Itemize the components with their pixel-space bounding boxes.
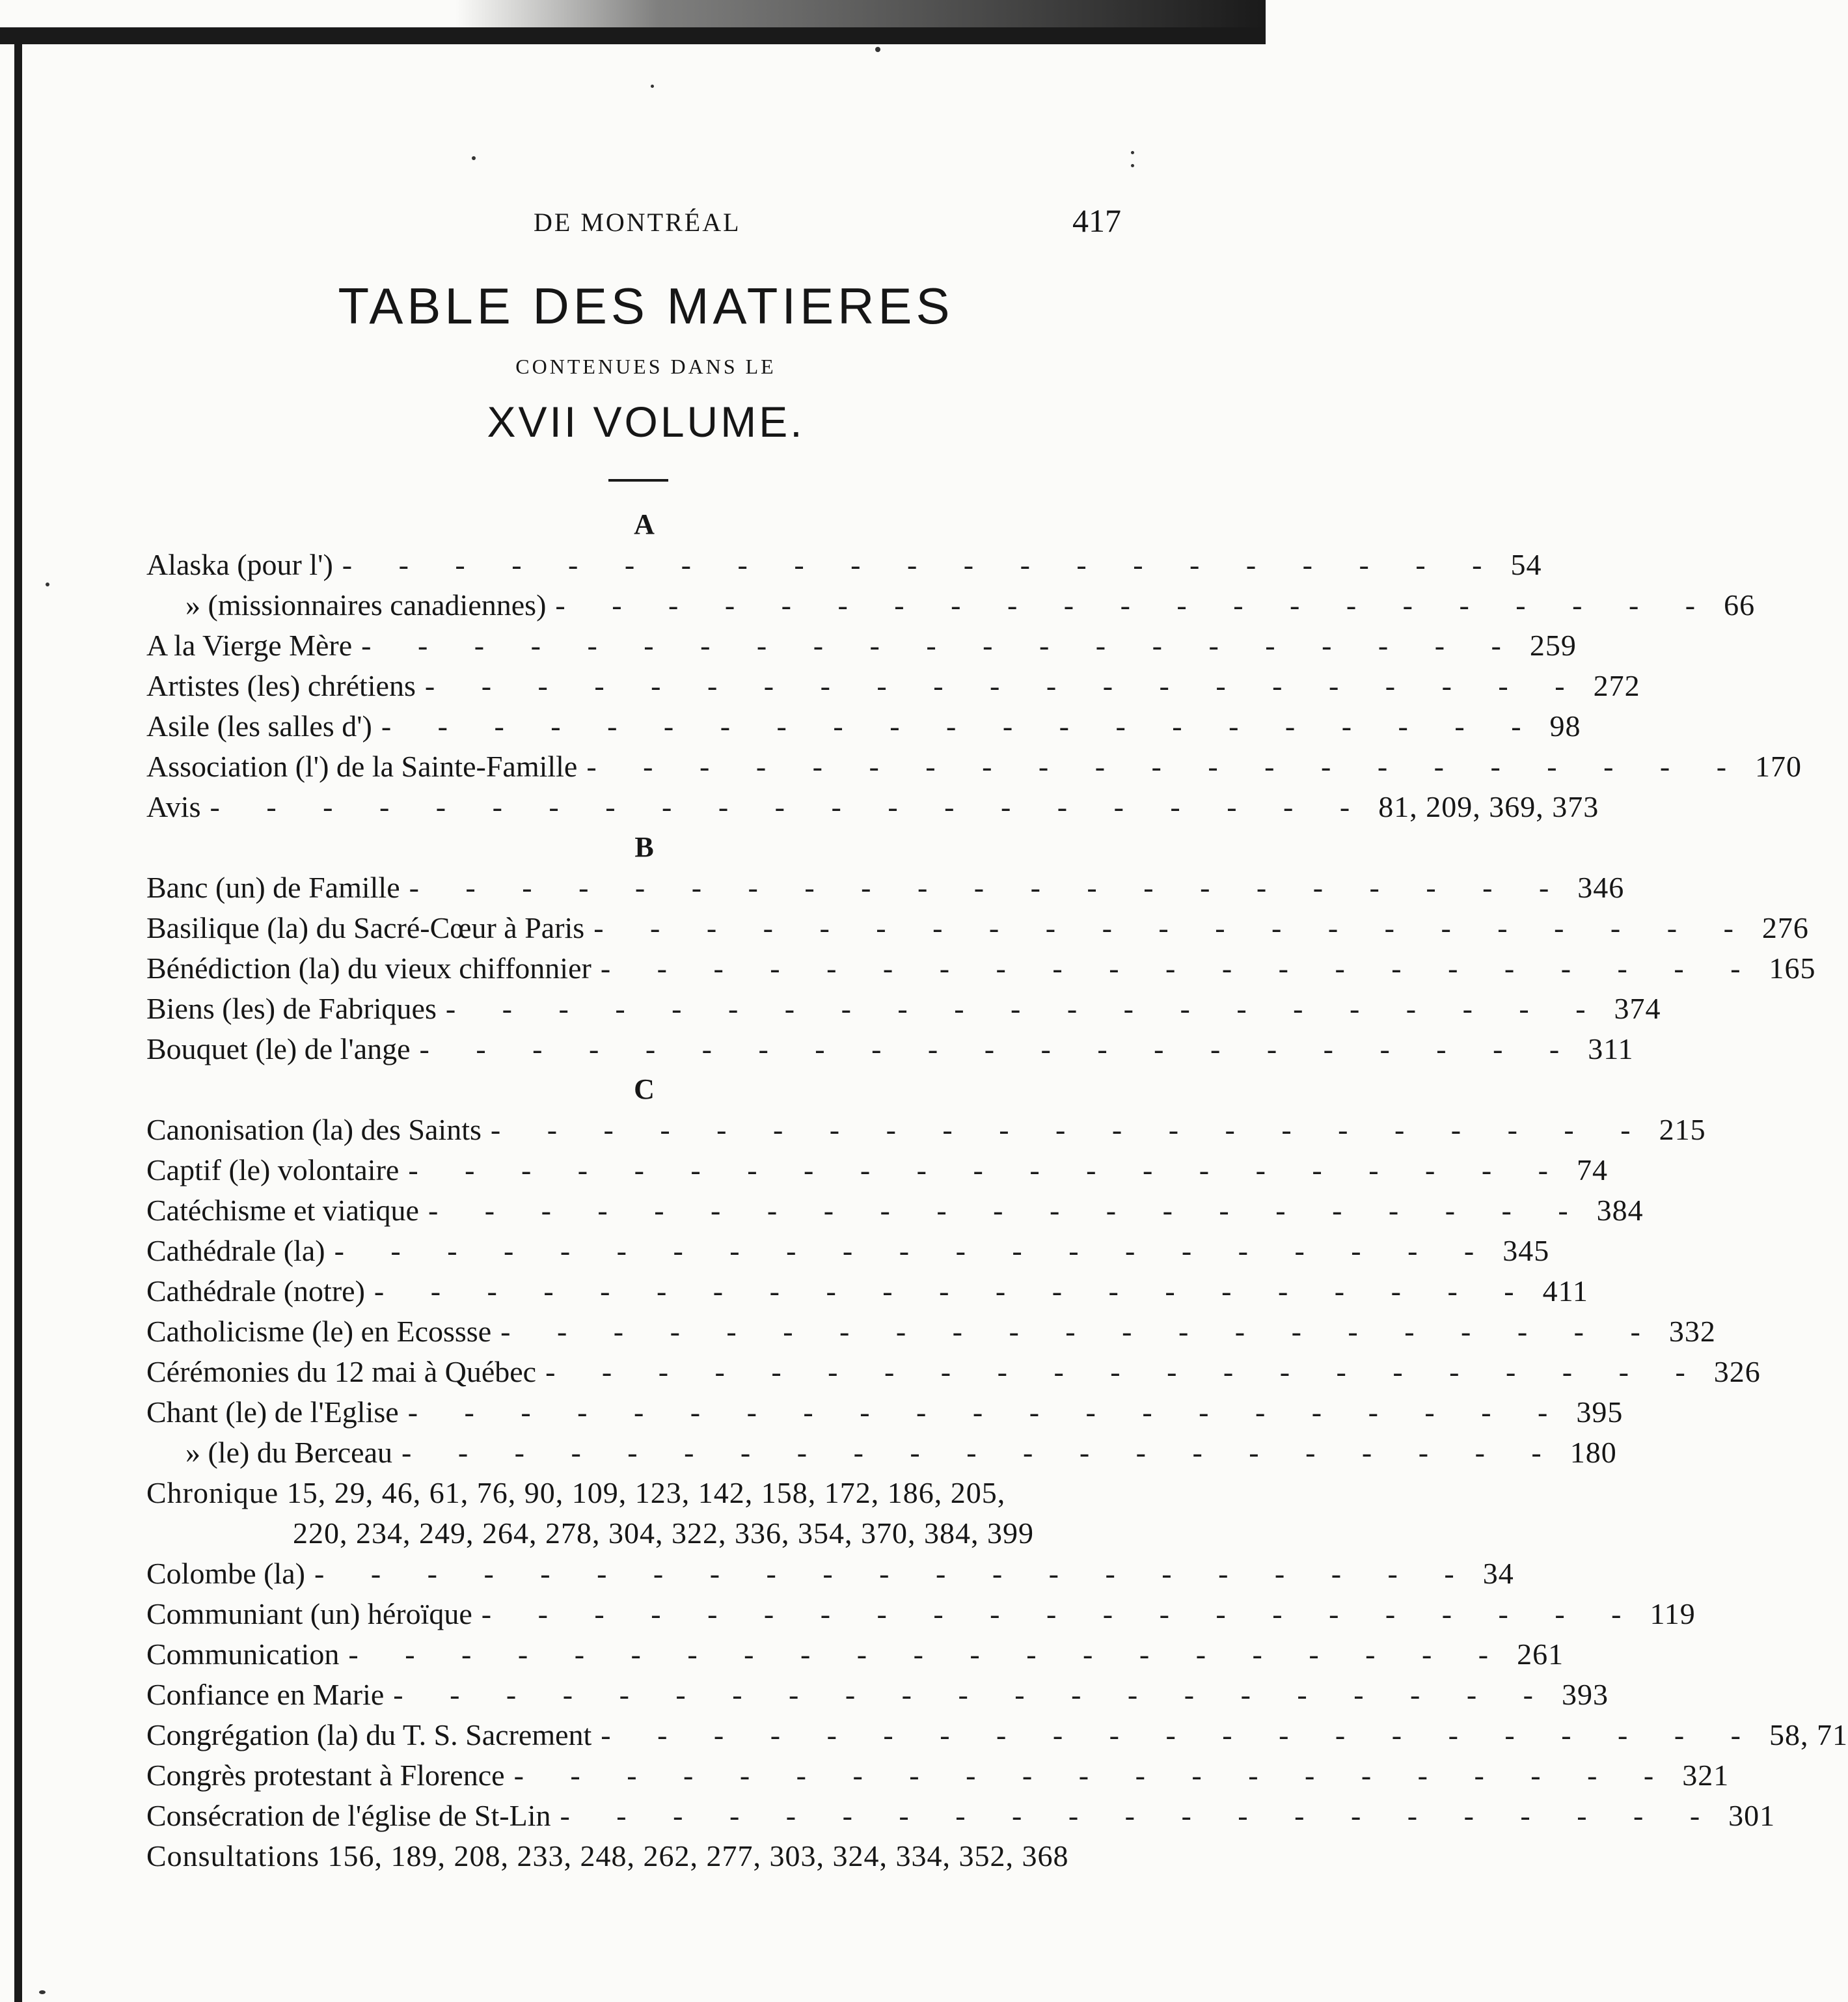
toc-entry	[146, 1150, 1608, 1190]
entry-title: Banc (un) de Famille	[146, 871, 400, 904]
entry-title: Avis	[146, 790, 201, 823]
dot-leader: - - - - - - - - - - - - - - - - - - - - -	[409, 871, 1569, 904]
entry-pages: 384	[1596, 1194, 1644, 1227]
dot-leader: - - - - - - - - - - - - - - - - - - - - -	[481, 1597, 1641, 1630]
toc-entry	[146, 747, 1802, 787]
toc-entry	[146, 1755, 1730, 1796]
toc-entry	[146, 1392, 1624, 1433]
entry-pages: 215	[1659, 1113, 1706, 1146]
dot-leader: - - - - - - - - - - - - - - - - - - - - -	[560, 1799, 1720, 1832]
entry-title: Consécration de l'église de St-Lin	[146, 1799, 551, 1832]
dot-leader: - - - - - - - - - - - - - - - - - - - - -	[210, 790, 1370, 823]
entry-title: » (missionnaires canadiennes)	[185, 588, 547, 622]
entry-pages: 119	[1650, 1597, 1696, 1630]
entry-title: Basilique (la) du Sacré-Cœur à Paris	[146, 911, 585, 944]
section-letter-a: A	[634, 508, 655, 540]
toc-entry	[146, 1029, 1634, 1069]
entry-pages: 165	[1769, 952, 1816, 985]
dot-leader: - - - - - - - - - - - - - - - - - - - - -	[586, 750, 1746, 783]
entry-title: Alaska (pour l')	[146, 548, 333, 581]
page-title: TABLE DES MATIERES	[338, 277, 954, 335]
dot-leader: - - - - - - - - - - - - - - - - - - - - -	[334, 1234, 1494, 1267]
entry-pages: 74	[1577, 1153, 1608, 1186]
entry-pages: 311	[1588, 1032, 1634, 1065]
entry-title: Cathédrale (la)	[146, 1234, 325, 1267]
section-letter-b: B	[634, 831, 654, 863]
toc-entry	[146, 545, 1542, 585]
toc-entry	[146, 1715, 1848, 1755]
entry-pages: 321	[1682, 1759, 1730, 1792]
running-head: DE MONTRÉAL	[534, 208, 741, 237]
toc-entry	[146, 1594, 1696, 1634]
dot-leader: - - - - - - - - - - - - - - - - - - - - -	[348, 1638, 1508, 1671]
entry-title: Cathédrale (notre)	[146, 1274, 365, 1308]
toc-entry	[146, 948, 1816, 989]
entry-pages: 395	[1576, 1395, 1624, 1429]
title-divider	[608, 479, 668, 482]
dot-leader: - - - - - - - - - - - - - - - - - - - - -	[381, 709, 1541, 743]
entry-title: Bénédiction (la) du vieux chiffonnier	[146, 952, 591, 985]
entry-pages: 259	[1529, 629, 1577, 662]
entry-pages: 332	[1668, 1315, 1716, 1348]
toc-entry	[146, 1352, 1761, 1392]
toc-entry	[146, 585, 1756, 625]
dot-leader: - - - - - - - - - - - - - - - - - - - - -	[408, 1153, 1568, 1186]
entry-pages: 326	[1713, 1355, 1761, 1388]
entry-title: Association (l') de la Sainte-Famille	[146, 750, 578, 783]
entry-pages: 81, 209, 369, 373	[1378, 790, 1599, 823]
entry-title: Congrégation (la) du T. S. Sacrement	[146, 1718, 592, 1751]
entry-pages: 345	[1502, 1234, 1550, 1267]
entry-pages: 393	[1561, 1678, 1609, 1711]
toc-entry	[146, 666, 1640, 706]
entry-title: Artistes (les) chrétiens	[146, 669, 416, 702]
toc-entry	[146, 1433, 1617, 1473]
toc-entry	[146, 868, 1625, 908]
chronique-entry-line-2: 220, 234, 249, 264, 278, 304, 322, 336, 354, 370, 384, 399	[293, 1516, 1034, 1550]
entry-pages: 180	[1569, 1436, 1617, 1469]
toc-entry	[146, 1311, 1716, 1352]
section-letter-c: C	[634, 1073, 655, 1105]
dot-leader: - - - - - - - - - - - - - - - - - - - - -	[374, 1274, 1534, 1308]
toc-entry	[146, 989, 1661, 1029]
toc-entry	[146, 1796, 1776, 1836]
entry-title: Confiance en Marie	[146, 1678, 385, 1711]
dot-leader: - - - - - - - - - - - - - - - - - - - - -	[445, 992, 1605, 1025]
volume-heading: XVII VOLUME.	[487, 398, 805, 446]
page-subtitle: CONTENUES DANS LE	[515, 355, 776, 378]
dot-leader: - - - - - - - - - - - - - - - - - - - - -	[490, 1113, 1650, 1146]
entry-pages: 54	[1510, 548, 1542, 581]
toc-entry	[146, 1271, 1588, 1311]
entry-title: » (le) du Berceau	[185, 1436, 393, 1469]
dot-leader: - - - - - - - - - - - - - - - - - - - - -	[513, 1759, 1674, 1792]
entry-title: Captif (le) volontaire	[146, 1153, 400, 1186]
dot-leader: - - - - - - - - - - - - - - - - - - - - -	[342, 548, 1502, 581]
entry-pages: 276	[1761, 911, 1809, 944]
entry-pages: 58, 71	[1769, 1718, 1848, 1751]
entry-title: Biens (les) de Fabriques	[146, 992, 437, 1025]
toc-entry	[146, 1554, 1514, 1594]
entry-title: Catéchisme et viatique	[146, 1194, 419, 1227]
toc-entry	[146, 1675, 1609, 1715]
dot-leader: - - - - - - - - - - - - - - - - - - - - -	[555, 588, 1715, 622]
toc-entry	[146, 787, 1599, 827]
entry-title: Congrès protestant à Florence	[146, 1759, 505, 1792]
table-of-contents	[146, 504, 1848, 1876]
dot-leader: - - - - - - - - - - - - - - - - - - - - -	[424, 669, 1584, 702]
chronique-entry-line-1: Chronique 15, 29, 46, 61, 76, 90, 109, 123, 142, 158, 172, 186, 205,	[146, 1476, 1006, 1509]
dot-leader: - - - - - - - - - - - - - - - - - - - - -	[593, 911, 1753, 944]
consultations-entry: Consultations 156, 189, 208, 233, 248, 262, 277, 303, 324, 334, 352, 368	[146, 1839, 1069, 1872]
toc-entry	[146, 706, 1581, 747]
entry-title: Canonisation (la) des Saints	[146, 1113, 482, 1146]
dot-leader: - - - - - - - - - - - - - - - - - - - - -	[401, 1436, 1561, 1469]
toc-entry	[146, 1231, 1550, 1271]
dot-leader: - - - - - - - - - - - - - - - - - - - - -	[314, 1557, 1474, 1590]
entry-pages: 411	[1542, 1274, 1588, 1308]
entry-title: Colombe (la)	[146, 1557, 305, 1590]
dot-leader: - - - - - - - - - - - - - - - - - - - - -	[428, 1194, 1588, 1227]
dot-leader: - - - - - - - - - - - - - - - - - - - - -	[601, 1718, 1760, 1751]
dot-leader: - - - - - - - - - - - - - - - - - - - - -	[393, 1678, 1553, 1711]
entry-title: Cérémonies du 12 mai à Québec	[146, 1355, 537, 1388]
entry-pages: 374	[1614, 992, 1661, 1025]
entry-title: Asile (les salles d')	[146, 709, 372, 743]
toc-entry	[146, 1190, 1644, 1231]
entry-pages: 301	[1728, 1799, 1776, 1832]
entry-pages: 170	[1755, 750, 1802, 783]
dot-leader: - - - - - - - - - - - - - - - - - - - - -	[600, 952, 1760, 985]
entry-title: A la Vierge Mère	[146, 629, 353, 662]
entry-pages: 66	[1724, 588, 1756, 622]
entry-title: Communiant (un) héroïque	[146, 1597, 472, 1630]
dot-leader: - - - - - - - - - - - - - - - - - - - - -	[407, 1395, 1568, 1429]
entry-title: Chant (le) de l'Eglise	[146, 1395, 399, 1429]
dot-leader: - - - - - - - - - - - - - - - - - - - - -	[500, 1315, 1660, 1348]
entry-pages: 261	[1517, 1638, 1564, 1671]
dot-leader: - - - - - - - - - - - - - - - - - - - - -	[545, 1355, 1705, 1388]
entry-title: Catholicisme (le) en Ecossse	[146, 1315, 492, 1348]
entry-title: Bouquet (le) de l'ange	[146, 1032, 411, 1065]
dot-leader: - - - - - - - - - - - - - - - - - - - - -	[419, 1032, 1579, 1065]
page-number: 417	[1072, 202, 1121, 239]
toc-entry	[146, 1634, 1564, 1675]
entry-pages: 34	[1482, 1557, 1514, 1590]
entry-pages: 272	[1593, 669, 1640, 702]
toc-entry	[146, 908, 1809, 948]
toc-entry	[146, 625, 1577, 666]
entry-title: Communication	[146, 1638, 340, 1671]
entry-pages: 346	[1577, 871, 1625, 904]
entry-pages: 98	[1549, 709, 1581, 743]
dot-leader: - - - - - - - - - - - - - - - - - - - - -	[361, 629, 1521, 662]
toc-entry	[146, 1110, 1706, 1150]
